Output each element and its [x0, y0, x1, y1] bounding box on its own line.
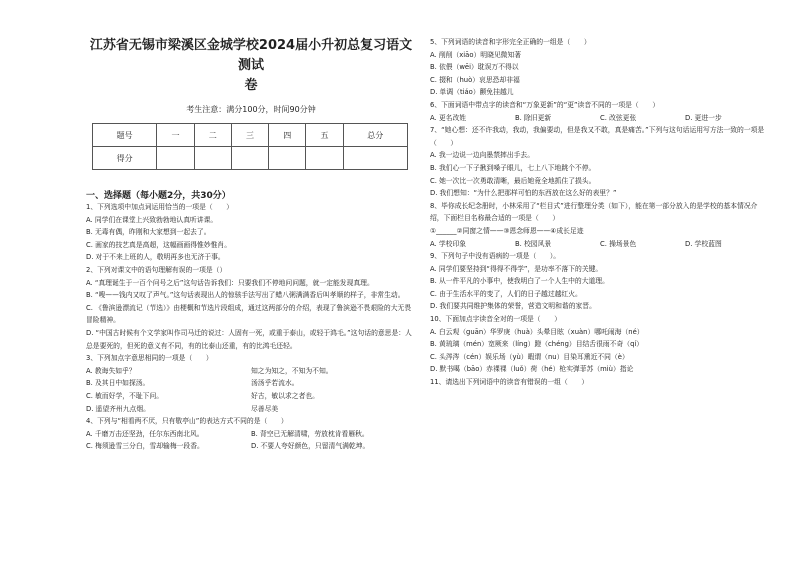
question-8 — [430, 200, 770, 250]
question-option: 尽善尽美 — [251, 404, 279, 413]
score-cell — [194, 147, 231, 170]
question-option: C. 改弦更张 — [600, 113, 637, 122]
question-option: B. 我们心一下子揪到嗓子眼儿，七上八下地跳个不停。 — [430, 163, 596, 172]
option-pair — [86, 428, 416, 441]
question-stem: 7、“她心想：还不许我动，我动，我偏要动，但是我又不敢，真是痛苦。”下列与这句话运用写方法一致的一项是（ ） — [430, 126, 765, 147]
score-header-cell: 五 — [306, 124, 343, 147]
score-cell — [231, 147, 268, 170]
score-header-cell: 一 — [157, 124, 194, 147]
question-option: B. 黄琉璃（mén）宽厥来（líng）蹬（chéng）目结舌很雨不奇（qí） — [430, 340, 644, 349]
score-cell — [269, 147, 306, 170]
question-option: D. 我们想知：“为什么把那样可怕的东西放在这么好的表里？” — [430, 189, 617, 198]
left-column — [86, 36, 416, 453]
question-option: A. 教诲失如乎？ — [86, 366, 136, 375]
score-header-cell: 题号 — [93, 124, 157, 147]
option-pair — [86, 365, 416, 378]
question-stem: 6、下面词语中带点字的读音和“万象更新”的“更”读音不同的一项是（ ） — [430, 100, 660, 109]
score-table — [92, 123, 408, 170]
question-option: A. 同学们要坚持到“得得不得学”，是功率不落下的关键。 — [430, 264, 603, 273]
question-option: D. 遥望齐州九点烟。 — [86, 404, 150, 413]
score-table-header — [93, 124, 408, 147]
question-option: B. 校园风景 — [515, 239, 552, 248]
question-option: D. 学校蓝图 — [685, 239, 722, 248]
title-line-1: 江苏省无锡市梁溪区金城学校2024届小升初总复习语文测试 — [89, 38, 413, 73]
exam-notice: 考生注意：满分100分，时间90分钟 — [186, 105, 316, 114]
question-7 — [430, 124, 770, 200]
question-option: B. 及其日中如探汤。 — [86, 379, 150, 388]
option-row — [430, 238, 770, 251]
question-6 — [430, 99, 770, 124]
question-option: A. 同学们在课堂上兴致勃勃地认真听讲课。 — [86, 215, 218, 224]
question-option: B. 从一件平凡的小事中，使我明白了一个人生中的大道理。 — [430, 277, 609, 286]
question-option: D. 单调（tiáo）颤免挂越儿 — [430, 88, 514, 97]
question-option: D. 对于不来上班的人，敬明再多也无济于事。 — [86, 253, 225, 262]
section-heading: 一、选择题（每小题2分，共30分） — [86, 191, 231, 201]
question-option: D. 我们要共同维护集体的荣誉，营造文明和谐的家晋。 — [430, 302, 596, 311]
question-10 — [430, 313, 770, 376]
question-option: A. “真理诞生于一百个问号之后”这句话告诉我们：只要我们不停地问问题，就一定能发现真理。 — [86, 278, 374, 287]
question-option: C. 操场景色 — [600, 239, 637, 248]
score-header-cell: 二 — [194, 124, 231, 147]
option-pair — [86, 403, 416, 416]
question-option: B. 除旧更新 — [515, 113, 552, 122]
question-option: A. 更名改姓 — [430, 113, 467, 122]
question-5 — [430, 36, 770, 99]
option-row — [430, 112, 770, 125]
question-1 — [86, 201, 416, 264]
option-pair — [86, 390, 416, 403]
score-table-row — [93, 147, 408, 170]
question-stem: 4、下列与“相看两不厌，只有敬亭山”的表达方式不同的是（ ） — [86, 417, 288, 426]
question-option: C. 《鲁滨逊漂流记（节选）》由梗概和节选片段组成，通过这两部分的介绍，表现了鲁滨逊不畏艰险的大无畏冒险精神。 — [86, 303, 412, 325]
question-stem: 3、下列加点字意思相同的一项是（ ） — [86, 354, 213, 363]
score-row-label: 得分 — [93, 147, 157, 170]
question-option: D. 更进一步 — [685, 113, 722, 122]
question-option: D. 默书噶（bāo）赤裸裸（luǒ）荷（hé）枪实弹菲苏（miù）指论 — [430, 365, 634, 374]
question-option: A. 学校印象 — [430, 239, 467, 248]
question-option: B. 背空已无解清啸，劳放枕肯看雁秋。 — [251, 429, 369, 438]
score-header-cell: 总分 — [343, 124, 407, 147]
question-stem: 1、下列选项中加点词运用恰当的一项是（ ） — [86, 203, 234, 211]
question-stem: 8、毕你成长纪念册时，小林采用了“栏目式”进行整理分类（如下），能在第一部分放入的是学校的基本情况介绍，下面栏目名称最合适的一项是（ ） — [430, 201, 758, 223]
question-stem: 9、下列句子中没有语病的一项是（ ）。 — [430, 252, 561, 261]
question-option: C. 她一次比一次勇敢清晰，最后她竟全地抓住了损头。 — [430, 176, 596, 185]
score-header-cell: 三 — [231, 124, 268, 147]
question-stem: 2、下列对课文中的语句理解有误的一项是（） — [86, 265, 227, 274]
option-pair — [86, 440, 416, 453]
page-title — [86, 36, 416, 96]
question-option: D. 不要人夸好颜色，只留清气满乾坤。 — [251, 442, 370, 451]
question-option: C. 头涔涔（cén）娱乐场（yù）暇谓（nu）目染耳熏近不同（è） — [430, 352, 629, 361]
question-option: D. “中国古时候有个文学家叫作司马迁的说过：人固有一死，或重于泰山，或轻于鸿毛。”这句话的意思是：人总是要死的，但死的意义有不同，有的比泰山还重，有的比鸿毛还轻。 — [86, 328, 412, 350]
question-option: C. 画家的技艺真是高超，这幅画画得惟妙惟肖。 — [86, 240, 232, 249]
title-line-2: 卷 — [244, 78, 258, 93]
score-cell — [343, 147, 407, 170]
question-option: 知之为知之，不知为不知。 — [251, 366, 333, 375]
question-line: ①______②同窗之情——③恩念师恩——④成长足迹 — [430, 226, 584, 235]
question-stem: 10、下面加点字读音全对的一项是（ ） — [430, 315, 561, 324]
question-4 — [86, 415, 416, 453]
score-header-cell: 四 — [269, 124, 306, 147]
question-stem: 11、请选出下列词语中的读音有错误的一组（ ） — [430, 378, 589, 387]
question-option: B. 依偎（wēi）耽误万不得以 — [430, 63, 519, 72]
score-cell — [157, 147, 194, 170]
question-option: C. 梅须逊雪三分白，雪却输梅一段香。 — [86, 442, 204, 451]
right-column — [430, 36, 770, 389]
question-option: A. 千磨万击还坚劲，任尔东西南北风。 — [86, 429, 204, 438]
question-option: C. 由于生活水平的变了，人们的日子越过越红火。 — [430, 289, 582, 298]
question-stem: 5、下列词语的读音和字形完全正确的一组是（ ） — [430, 38, 591, 46]
question-option: A. 白云观（guān）华罗庚（huà）头晕目眩（xuàn）哪吒闹海（né） — [430, 327, 644, 336]
option-pair — [86, 377, 416, 390]
question-9 — [430, 250, 770, 313]
question-option: B. 无毒有偶，昨刚和大家想到一起去了。 — [86, 228, 211, 237]
question-option: A. 削削（xiāo）明晓见微知著 — [430, 50, 522, 59]
score-cell — [306, 147, 343, 170]
question-option: 汤汤乎若流水。 — [251, 379, 299, 388]
question-2 — [86, 264, 416, 352]
question-option: C. 掇和（huò）哀思恐却非福 — [430, 75, 520, 84]
question-11 — [430, 376, 770, 389]
question-option: B. “嗖——钱内又叹了声气。”这句话表现出人的惊骇手法写出了蜡八粥满满香后叫孝顺的样子，非常生动。 — [86, 291, 405, 300]
question-option: C. 敏而好学，不耻下问。 — [86, 391, 164, 400]
question-option: 好古，敏以求之者也。 — [251, 391, 319, 400]
question-3 — [86, 352, 416, 415]
question-option: A. 我一边说一边向墨禁摔出手去。 — [430, 151, 535, 160]
